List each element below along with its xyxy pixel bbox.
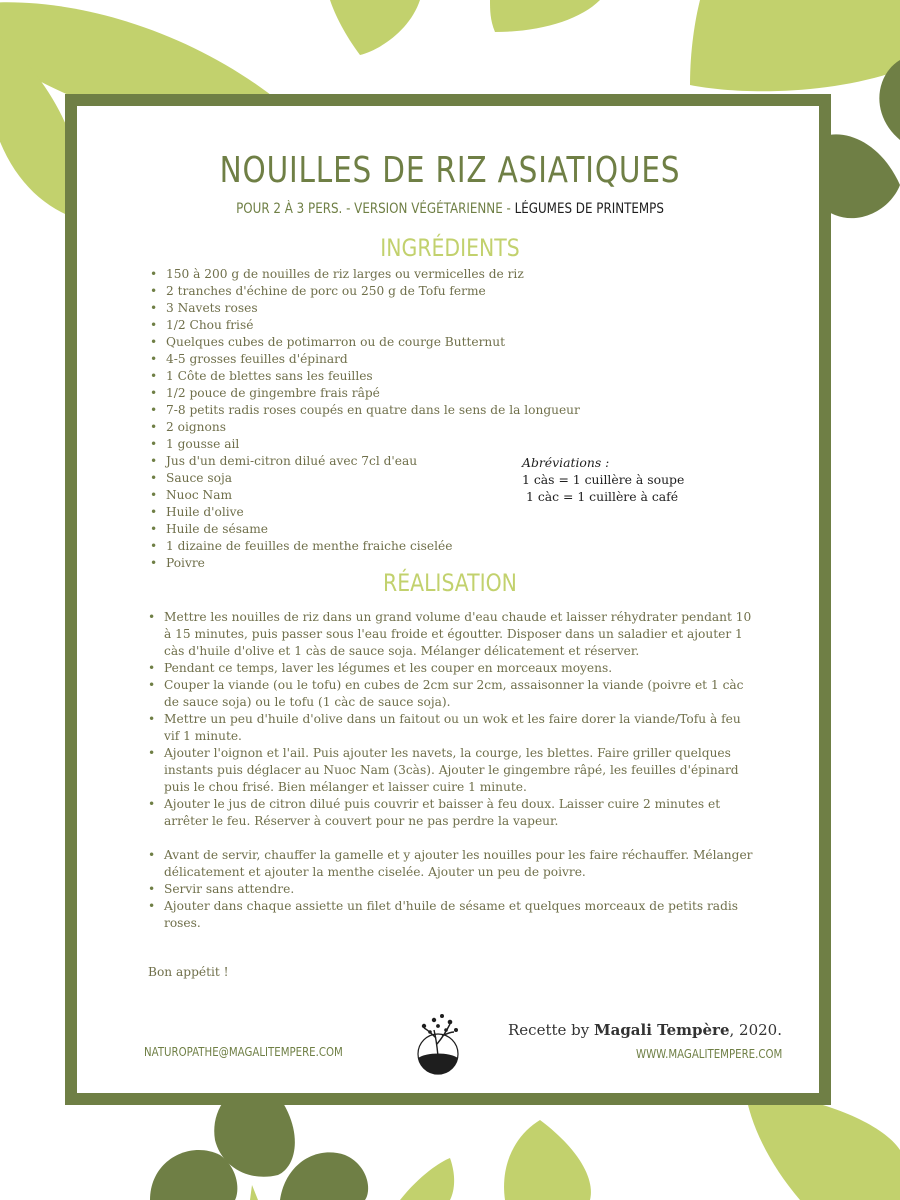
ingredient-item: • Jus d'un demi-citron dilué avec 7cl d'eau	[148, 453, 668, 470]
ingredient-item: • 1 Côte de blettes sans les feuilles	[148, 368, 668, 385]
abbreviations-box	[522, 454, 684, 506]
ingredient-item: • 7-8 petits radis roses coupés en quatre dans le sens de la longueur	[148, 402, 668, 419]
ingredient-item: • Nuoc Nam	[148, 487, 668, 504]
credit-suffix: , 2020.	[729, 1021, 782, 1039]
abbreviation-line: 1 càc = 1 cuillère à café	[526, 489, 679, 505]
ingredient-item: • 3 Navets roses	[148, 300, 668, 317]
recipe-credit	[508, 1021, 782, 1039]
ingredient-item: • Huile de sésame	[148, 521, 668, 538]
realisation-heading: RÉALISATION	[383, 569, 517, 597]
ingredient-item: • 4-5 grosses feuilles d'épinard	[148, 351, 668, 368]
abbreviation-line: 1 càs = 1 cuillère à soupe	[522, 472, 685, 488]
step-item: • Ajouter l'oignon et l'ail. Puis ajouter les navets, la courge, les blettes. Faire griller quelques instants puis déglacer au Nuoc Nam (3càs). Ajouter le gingembre râpé, les feuilles d'épinard puis le chou frisé. Bien mélanger et laisser cuire 1 minute.	[146, 745, 756, 796]
tree-logo-icon	[412, 1010, 464, 1078]
credit-author: Magali Tempère	[594, 1021, 730, 1039]
abbreviations-heading: Abréviations :	[522, 455, 610, 470]
recipe-title: NOUILLES DE RIZ ASIATIQUES	[219, 150, 681, 191]
leaf-decoration	[330, 0, 420, 55]
ingredient-item: • 2 oignons	[148, 419, 668, 436]
ingredient-item: • 1/2 Chou frisé	[148, 317, 668, 334]
step-item: • Ajouter le jus de citron dilué puis couvrir et baisser à feu doux. Laisser cuire 2 minutes et arrêter le feu. Réserver à couvert pour ne pas perdre la vapeur.	[146, 796, 756, 830]
step-item: • Pendant ce temps, laver les légumes et les couper en morceaux moyens.	[146, 660, 756, 677]
credit-prefix: Recette by	[508, 1021, 594, 1039]
leaf-decoration	[745, 1090, 900, 1200]
leaf-decoration	[250, 1185, 258, 1200]
subtitle-main: POUR 2 À 3 PERS. - VERSION VÉGÉTARIENNE -	[236, 201, 515, 217]
leaf-decoration	[280, 1152, 368, 1200]
website-link[interactable]: WWW.MAGALITEMPERE.COM	[636, 1047, 783, 1061]
ingredient-item: • 1 gousse ail	[148, 436, 668, 453]
step-item: • Couper la viande (ou le tofu) en cubes de 2cm sur 2cm, assaisonner la viande (poivre et 1 càc de sauce soja) ou le tofu (1 càc de sauce soja).	[146, 677, 756, 711]
ingredient-item: • Huile d'olive	[148, 504, 668, 521]
ingredient-item: • Poivre	[148, 555, 668, 572]
contact-email[interactable]: NATUROPATHE@MAGALITEMPERE.COM	[144, 1045, 343, 1059]
recipe-subtitle	[68, 201, 833, 217]
ingredient-item: • Quelques cubes de potimarron ou de courge Butternut	[148, 334, 668, 351]
subtitle-highlight: LÉGUMES DE PRINTEMPS	[514, 201, 664, 217]
step-item: • Mettre les nouilles de riz dans un grand volume d'eau chaude et laisser réhydrater pendant 10 à 15 minutes, puis passer sous l'eau froide et égoutter. Disposer dans un saladier et ajouter 1 càs d'huile d'olive et 1 càs de sauce soja. Mélanger délicatement et réserver.	[146, 609, 756, 660]
ingredient-item: • 150 à 200 g de nouilles de riz larges ou vermicelles de riz	[148, 266, 668, 283]
ingredient-item: • Sauce soja	[148, 470, 668, 487]
ingredient-item: • 2 tranches d'échine de porc ou 250 g de Tofu ferme	[148, 283, 668, 300]
ingredient-item: • 1/2 pouce de gingembre frais râpé	[148, 385, 668, 402]
ingredient-item: • 1 dizaine de feuilles de menthe fraiche ciselée	[148, 538, 668, 555]
closing-text: Bon appétit !	[148, 965, 229, 979]
ingredients-list	[148, 266, 668, 572]
ingredients-heading: INGRÉDIENTS	[380, 234, 520, 262]
step-item: • Ajouter dans chaque assiette un filet d'huile de sésame et quelques morceaux de petits radis roses.	[146, 898, 756, 932]
leaf-decoration	[504, 1120, 591, 1200]
step-item: • Avant de servir, chauffer la gamelle et y ajouter les nouilles pour les faire réchauffer. Mélanger délicatement et ajouter la menthe ciselée. Ajouter un peu de poivre.	[146, 847, 756, 881]
leaf-decoration	[400, 1158, 454, 1200]
step-item: • Servir sans attendre.	[146, 881, 756, 898]
leaf-decoration	[690, 0, 900, 91]
leaf-decoration	[490, 0, 600, 32]
step-item: • Mettre un peu d'huile d'olive dans un faitout ou un wok et les faire dorer la viande/Tofu à feu vif 1 minute.	[146, 711, 756, 745]
steps-list	[146, 609, 756, 932]
